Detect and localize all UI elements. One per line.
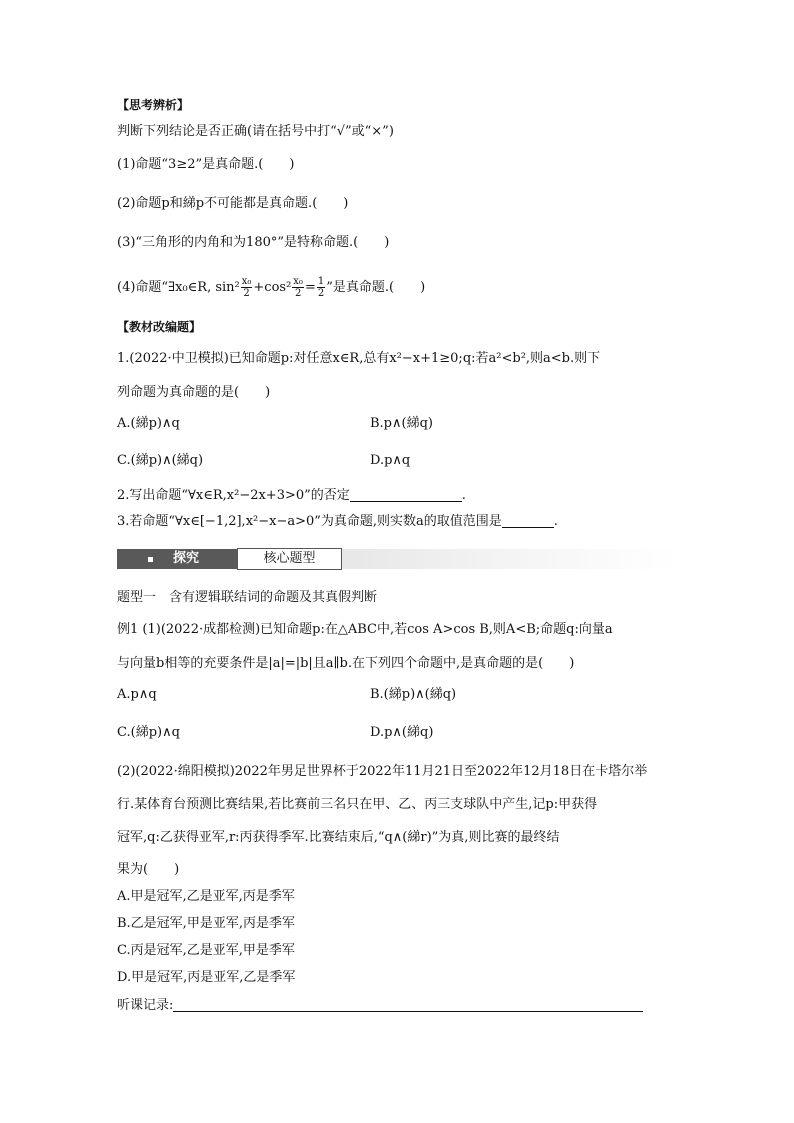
q1-option-a: A.(綈p)∧q <box>117 416 180 431</box>
think-intro: 判断下列结论是否正确(请在括号中打“√”或“×”) <box>117 124 394 139</box>
q3-answer-blank <box>502 514 554 528</box>
q1-option-c: C.(綈p)∧(綈q) <box>117 453 204 468</box>
think-item-4-mid: +cos² <box>253 280 292 295</box>
fraction-3-num: 1 <box>317 276 325 287</box>
notes-answer-line <box>173 998 643 1012</box>
example2-line-3: 冠军,q:乙获得亚军,r:丙获得季军.比赛结束后,“q∧(綈r)”为真,则比赛的最终结 <box>117 830 560 845</box>
example1-line-2: 与向量b相等的充要条件是|a|=|b|且a∥b.在下列四个命题中,是真命题的是( ) <box>117 656 575 671</box>
think-item-4-eq: = <box>304 280 316 295</box>
banner-label: 探究 <box>173 551 200 566</box>
think-item-2: (2)命题p和綈p不可能都是真命题.( ) <box>117 196 349 211</box>
banner-bullet-icon <box>148 557 153 562</box>
fraction-2-num: x₀ <box>293 276 303 287</box>
q3-end: . <box>553 514 558 529</box>
section-heading-think: 【思考辨析】 <box>117 98 190 112</box>
section-banner <box>117 548 677 570</box>
example2-option-b: B.乙是冠军,甲是亚军,丙是季军 <box>117 916 295 931</box>
example2-line-4: 果为( ) <box>117 862 180 877</box>
fraction-2 <box>292 276 304 299</box>
type1-heading: 题型一 含有逻辑联结词的命题及其真假判断 <box>117 590 378 605</box>
example1-option-c: C.(綈p)∧q <box>117 725 180 740</box>
think-item-3: (3)“三角形的内角和为180°”是特称命题.( ) <box>117 235 390 250</box>
section-heading-textbook: 【教材改编题】 <box>117 320 202 334</box>
think-item-1: (1)命题“3≥2”是真命题.( ) <box>117 157 295 172</box>
fraction-3 <box>317 276 325 299</box>
example2-line-2: 行.某体育台预测比赛结果,若比赛前三名只在甲、乙、丙三支球队中产生,记p:甲获得 <box>117 797 598 812</box>
example2-option-a: A.甲是冠军,乙是亚军,丙是季军 <box>117 889 295 904</box>
q2 <box>117 487 466 505</box>
fraction-1 <box>241 276 253 299</box>
notes-label: 听课记录: <box>117 998 174 1013</box>
example1-line-1: 例1 (1)(2022·成都检测)已知命题p:在△ABC中,若cos A>cos B,则A<B;命题q:向量a <box>117 622 613 637</box>
example1-option-a: A.p∧q <box>117 687 157 702</box>
fraction-1-den: 2 <box>243 288 250 299</box>
fraction-3-den: 2 <box>317 288 325 299</box>
q2-end: . <box>461 488 466 503</box>
fraction-1-num: x₀ <box>241 276 252 287</box>
think-item-4 <box>117 276 425 299</box>
banner-title-box <box>237 548 342 570</box>
example2-option-c: C.丙是冠军,乙是亚军,甲是季军 <box>117 943 295 958</box>
q3-text: 3.若命题“∀x∈[−1,2],x²−x−a>0”为真命题,则实数a的取值范围是 <box>117 514 502 529</box>
think-item-4-suffix: ”是真命题.( ) <box>326 280 426 295</box>
q1-line-1: 1.(2022·中卫模拟)已知命题p:对任意x∈R,总有x²−x+1≥0;q:若a²<b²,则a<b.则下 <box>117 351 601 366</box>
example1-option-d: D.p∧(綈q) <box>370 725 434 740</box>
example1-option-b: B.(綈p)∧(綈q) <box>370 687 457 702</box>
example2-line-1: (2)(2022·绵阳模拟)2022年男足世界杯于2022年11月21日至2022年12月18日在卡塔尔举 <box>117 764 648 779</box>
q2-text: 2.写出命题“∀x∈R,x²−2x+3>0”的否定 <box>117 488 350 503</box>
fraction-2-den: 2 <box>294 288 302 299</box>
q1-option-b: B.p∧(綈q) <box>370 416 433 431</box>
example2-option-d: D.甲是冠军,丙是亚军,乙是季军 <box>117 970 296 985</box>
q1-option-d: D.p∧q <box>370 453 411 468</box>
think-item-4-prefix: (4)命题“∃x₀∈R, sin² <box>117 280 240 295</box>
q2-answer-blank <box>350 488 462 502</box>
notes-row <box>117 997 643 1015</box>
q3 <box>117 513 558 531</box>
q1-line-2: 列命题为真命题的是( ) <box>117 385 271 400</box>
banner-title: 核心题型 <box>263 551 316 566</box>
